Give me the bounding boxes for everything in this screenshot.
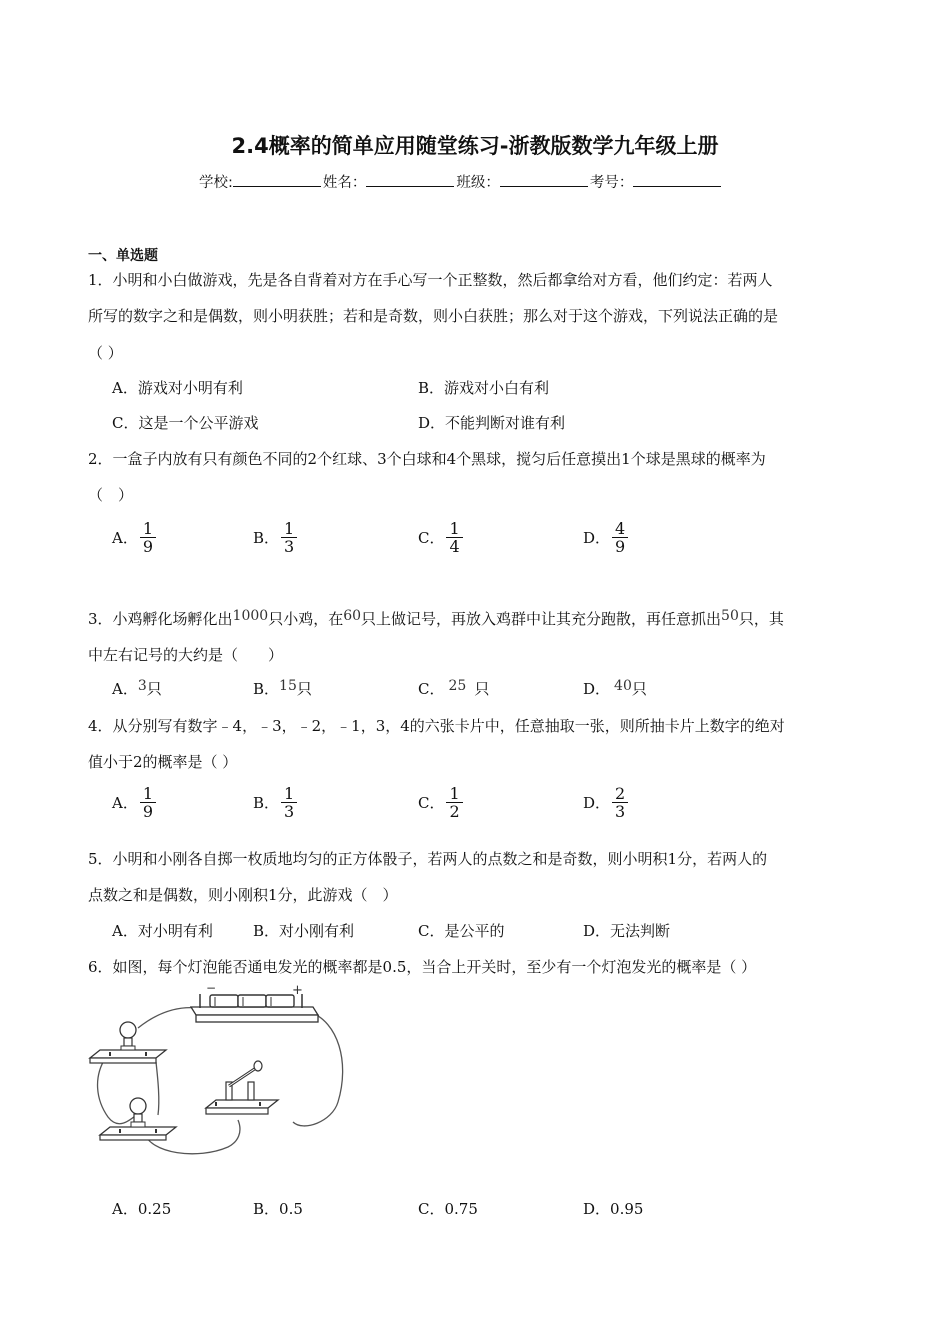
switch-board xyxy=(206,1061,278,1114)
question-3-option-b[interactable]: B．15只 xyxy=(253,678,312,698)
question-4-option-b[interactable] xyxy=(253,785,297,820)
question-2-line-2: （ ） xyxy=(88,486,134,504)
question-4-option-d[interactable] xyxy=(583,785,628,820)
question-6-option-a[interactable]: A．0.25 xyxy=(112,1200,172,1218)
question-2-option-b[interactable] xyxy=(253,520,297,555)
fraction: $\frac{1}{4}$ xyxy=(446,520,462,555)
question-1-option-b[interactable]: B．游戏对小白有利 xyxy=(418,379,550,397)
option-label: A． xyxy=(112,794,138,812)
battery-plus-sign: + xyxy=(292,983,303,998)
fraction: $\frac{4}{9}$ xyxy=(612,520,628,555)
fraction: $\frac{1}{3}$ xyxy=(281,520,297,555)
question-4-option-a[interactable] xyxy=(112,785,156,820)
battery-board xyxy=(191,994,318,1022)
question-1-line-1: 1．小明和小白做游戏，先是各自背着对方在手心写一个正整数，然后都拿给对方看，他们约定：若两人 xyxy=(88,271,773,289)
question-3-option-d[interactable]: D． 40只 xyxy=(583,678,647,698)
question-3-option-c[interactable]: C． 25 只 xyxy=(418,678,490,698)
option-label: D． xyxy=(583,794,611,812)
question-3-line-2: 中左右记号的大约是（ ） xyxy=(88,646,284,664)
option-label: C． xyxy=(418,794,445,812)
question-2-option-a[interactable] xyxy=(112,520,156,555)
bulb-board-lower xyxy=(100,1098,176,1140)
question-6-option-d[interactable]: D．0.95 xyxy=(583,1200,644,1218)
fraction: $\frac{1}{9}$ xyxy=(140,520,156,555)
school-label: 学校: xyxy=(199,175,233,191)
question-1-option-c[interactable]: C．这是一个公平游戏 xyxy=(112,414,259,432)
question-5-line-1: 5．小明和小刚各自掷一枚质地均匀的正方体骰子，若两人的点数之和是奇数，则小明积1分，若两人的 xyxy=(88,850,768,868)
fraction: $\frac{1}{2}$ xyxy=(446,785,462,820)
school-blank[interactable] xyxy=(233,172,321,187)
class-label: 班级： xyxy=(456,175,500,191)
option-label: B． xyxy=(253,794,280,812)
question-3-line-1: 3．小鸡孵化场孵化出1000只小鸡，在60只上做记号，再放入鸡群中让其充分跑散，再任意抓出50只，其 xyxy=(88,608,784,628)
question-4-line-1: 4．从分别写有数字﹣4，﹣3，﹣2，﹣1，3，4的六张卡片中，任意抽取一张，则所抽卡片上数字的绝对 xyxy=(88,717,785,735)
class-blank[interactable] xyxy=(500,172,588,187)
name-blank[interactable] xyxy=(366,172,454,187)
option-label: A． xyxy=(112,529,138,547)
question-5-option-b[interactable]: B．对小刚有利 xyxy=(253,922,355,940)
question-1-line-2: 所写的数字之和是偶数，则小明获胜；若和是奇数，则小白获胜；那么对于这个游戏，下列说法正确的是 xyxy=(88,307,779,325)
page-title: 2.4概率的简单应用随堂练习-浙教版数学九年级上册 xyxy=(231,134,719,158)
student-info-line xyxy=(199,171,723,192)
question-4-option-c[interactable] xyxy=(418,785,463,820)
section-heading: 一、单选题 xyxy=(88,248,158,264)
option-label: D． xyxy=(583,529,611,547)
battery-minus-sign: − xyxy=(206,982,217,995)
question-2-option-c[interactable] xyxy=(418,520,463,555)
number-label: 考号： xyxy=(589,175,634,191)
name-label: 姓名： xyxy=(322,175,367,191)
option-label: C． xyxy=(418,529,445,547)
math-number: 60 xyxy=(343,608,362,624)
fraction: $\frac{1}{3}$ xyxy=(281,785,297,820)
question-6-option-c[interactable]: C．0.75 xyxy=(418,1200,478,1218)
question-2-line-1: 2．一盒子内放有只有颜色不同的2个红球、3个白球和4个黑球，搅匀后任意摸出1个球是黑球的概率为 xyxy=(88,450,766,468)
question-1-line-3: （ ） xyxy=(88,344,123,362)
question-5-option-a[interactable]: A．对小明有利 xyxy=(112,922,213,940)
bulb-board-upper xyxy=(90,1022,166,1063)
fraction: $\frac{2}{3}$ xyxy=(612,785,628,820)
question-2-option-d[interactable] xyxy=(583,520,628,555)
question-5-option-d[interactable]: D．无法判断 xyxy=(583,922,671,940)
circuit-figure xyxy=(88,982,346,1172)
fraction: $\frac{1}{9}$ xyxy=(140,785,156,820)
option-label: B． xyxy=(253,529,280,547)
number-blank[interactable] xyxy=(633,172,721,187)
question-3-option-a[interactable]: A．3只 xyxy=(112,678,162,698)
question-6-option-b[interactable]: B．0.5 xyxy=(253,1200,303,1218)
question-1-option-a[interactable]: A．游戏对小明有利 xyxy=(112,379,243,397)
math-number: 1000 xyxy=(232,608,269,624)
question-6-line-1: 6．如图，每个灯泡能否通电发光的概率都是0.5，当合上开关时，至少有一个灯泡发光的概率是（ ） xyxy=(88,958,757,976)
question-5-line-2: 点数之和是偶数，则小刚积1分，此游戏（ ） xyxy=(88,886,398,904)
math-number: 50 xyxy=(721,608,739,624)
question-1-option-d[interactable]: D．不能判断对谁有利 xyxy=(418,414,566,432)
question-5-option-c[interactable]: C．是公平的 xyxy=(418,922,505,940)
question-4-line-2: 值小于2的概率是（ ） xyxy=(88,753,238,771)
